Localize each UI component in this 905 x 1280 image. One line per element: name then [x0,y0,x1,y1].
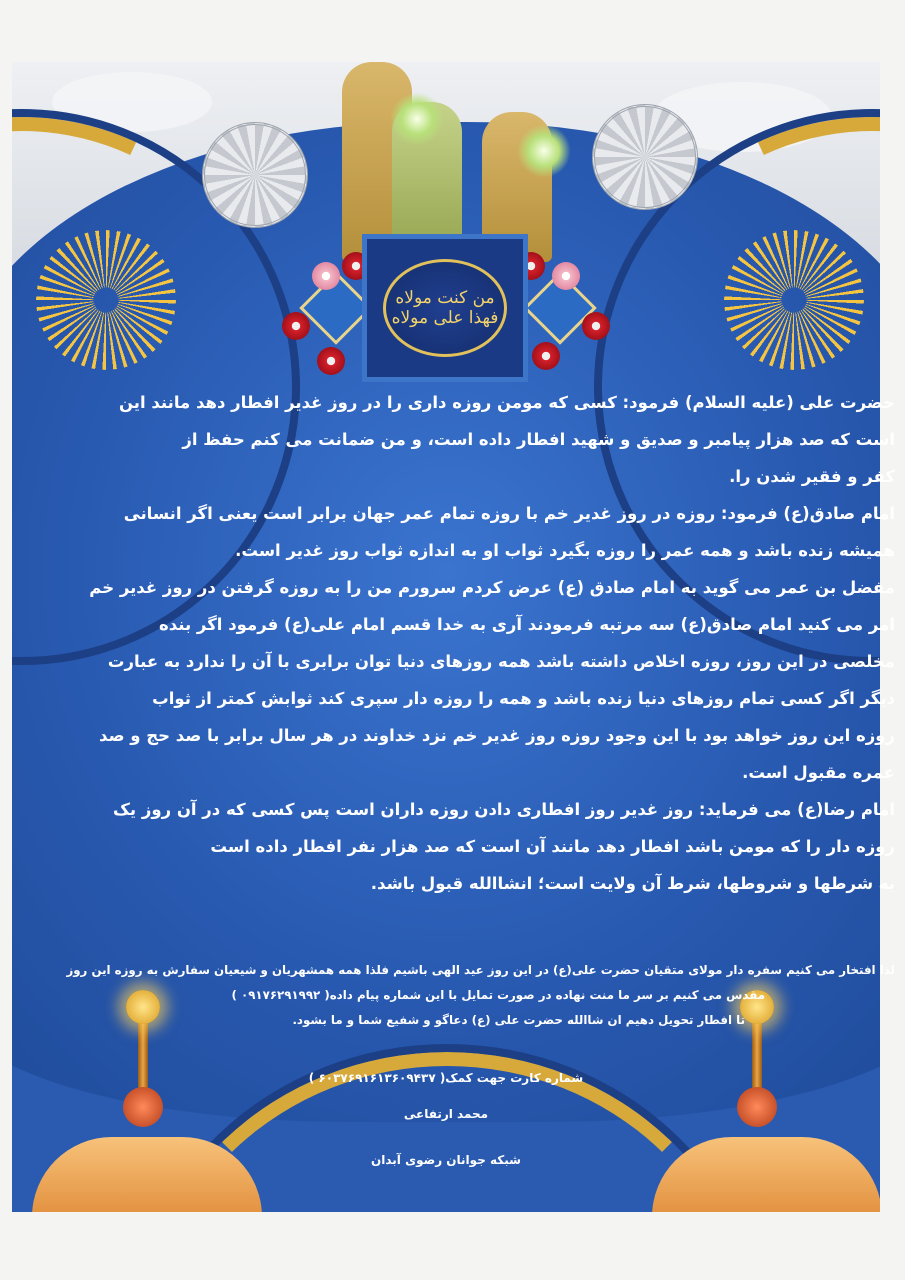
text-line: است که صد هزار پیامبر و صدیق و شهید افطار داده است، و من ضمانت می کنم حفظ از [182,430,895,449]
text-line: روزه دار را که مومن باشد افطار دهد مانند آن است که صد هزار نفر افطار داده است [210,837,895,856]
text-line: مخلصی در این روز، روزه اخلاص داشته باشد همه روزهای دنیا توان برابری با آن را ندارد به عبارت [107,652,895,671]
rose-flower [532,342,560,370]
text-line: روزه این روز خواهد بود با این وجود روزه روز غدیر خم نزد خداوند در هر سال برابر با صد حج و صد [99,726,895,745]
text-line: حضرت علی (علیه السلام) فرمود: کسی که مومن روزه داری را در روز غدیر افطار دهد مانند این [118,393,895,412]
text-line: همیشه زنده باشد و همه عمر را روزه بگیرد ثواب او به اندازه ثواب روز غدیر است. [235,541,895,560]
signature-name: محمد ارتفاعی [403,1107,489,1121]
calligraphy-emblem [362,234,528,382]
hadith-text [29,384,895,902]
card-number: شماره کارت جهت کمک( ۶۰۳۷۶۹۱۶۱۳۶۰۹۴۳۷ ) [308,1071,584,1085]
text-line: کفر و فقیر شدن را. [729,467,895,486]
rose-flower [317,347,345,375]
rose-flower [282,312,310,340]
text-line: دیگر اگر کسی تمام روزهای دنیا زنده باشد و همه را روزه دار سپری کند ثوابش کمتر از ثواب [152,689,895,708]
halo-light [390,92,444,146]
notice-line: لذا افتخار می کنیم سفره دار مولای متقیان حضرت علی(ع) در این روز عید الهی باشیم فلذا همه همشهریان و شیعیان سفارش به روزه این روز [66,963,895,977]
golden-dome-right [652,1137,880,1212]
mandala-ornament-left [202,122,308,228]
emblem-calligraphy-text: من کنت مولاه فهذا علی مولاه [383,259,507,357]
text-line: مفضل بن عمر می گوید به امام صادق (ع) عرض کردم سرورم من را به روزه گرفتن در روز غدیر خم [89,578,895,597]
text-line: امر می کنید امام صادق(ع) سه مرتبه فرمودند آری به خدا قسم امام علی(ع) فرمود اگر بنده [158,615,895,634]
notice-text [29,958,895,1033]
text-line: امام صادق(ع) فرمود: روزه در روز غدیر خم با روزه تمام عمر جهان برابر است یعنی اگر انسانی [123,504,895,523]
text-line: به شرطها و شروطها، شرط آن ولایت است؛ انشاالله قبول باشد. [370,874,895,893]
firework-left [36,230,176,370]
text-line: عمره مقبول است. [742,763,895,782]
text-line: امام رضا(ع) می فرماید: روز غدیر روز افطاری دادن روزه داران است پس کسی که در آن روز یک [112,800,895,819]
firework-right [724,230,864,370]
rose-flower [552,262,580,290]
notice-line: تا افطار تحویل دهیم ان شاالله حضرت علی (ع) دعاگو و شفیع شما و ما بشود. [292,1013,745,1027]
halo-light [517,124,571,178]
mandala-ornament-right [592,104,698,210]
organization-name: شبکه جوانان رضوی آبدان [371,1153,521,1167]
rose-flower [582,312,610,340]
notice-line: مقدس می کنیم بر سر ما منت نهاده در صورت تمایل با این شماره پیام داده( ۰۹۱۷۶۲۹۱۹۹۲ ) [231,988,765,1002]
rose-flower [312,262,340,290]
